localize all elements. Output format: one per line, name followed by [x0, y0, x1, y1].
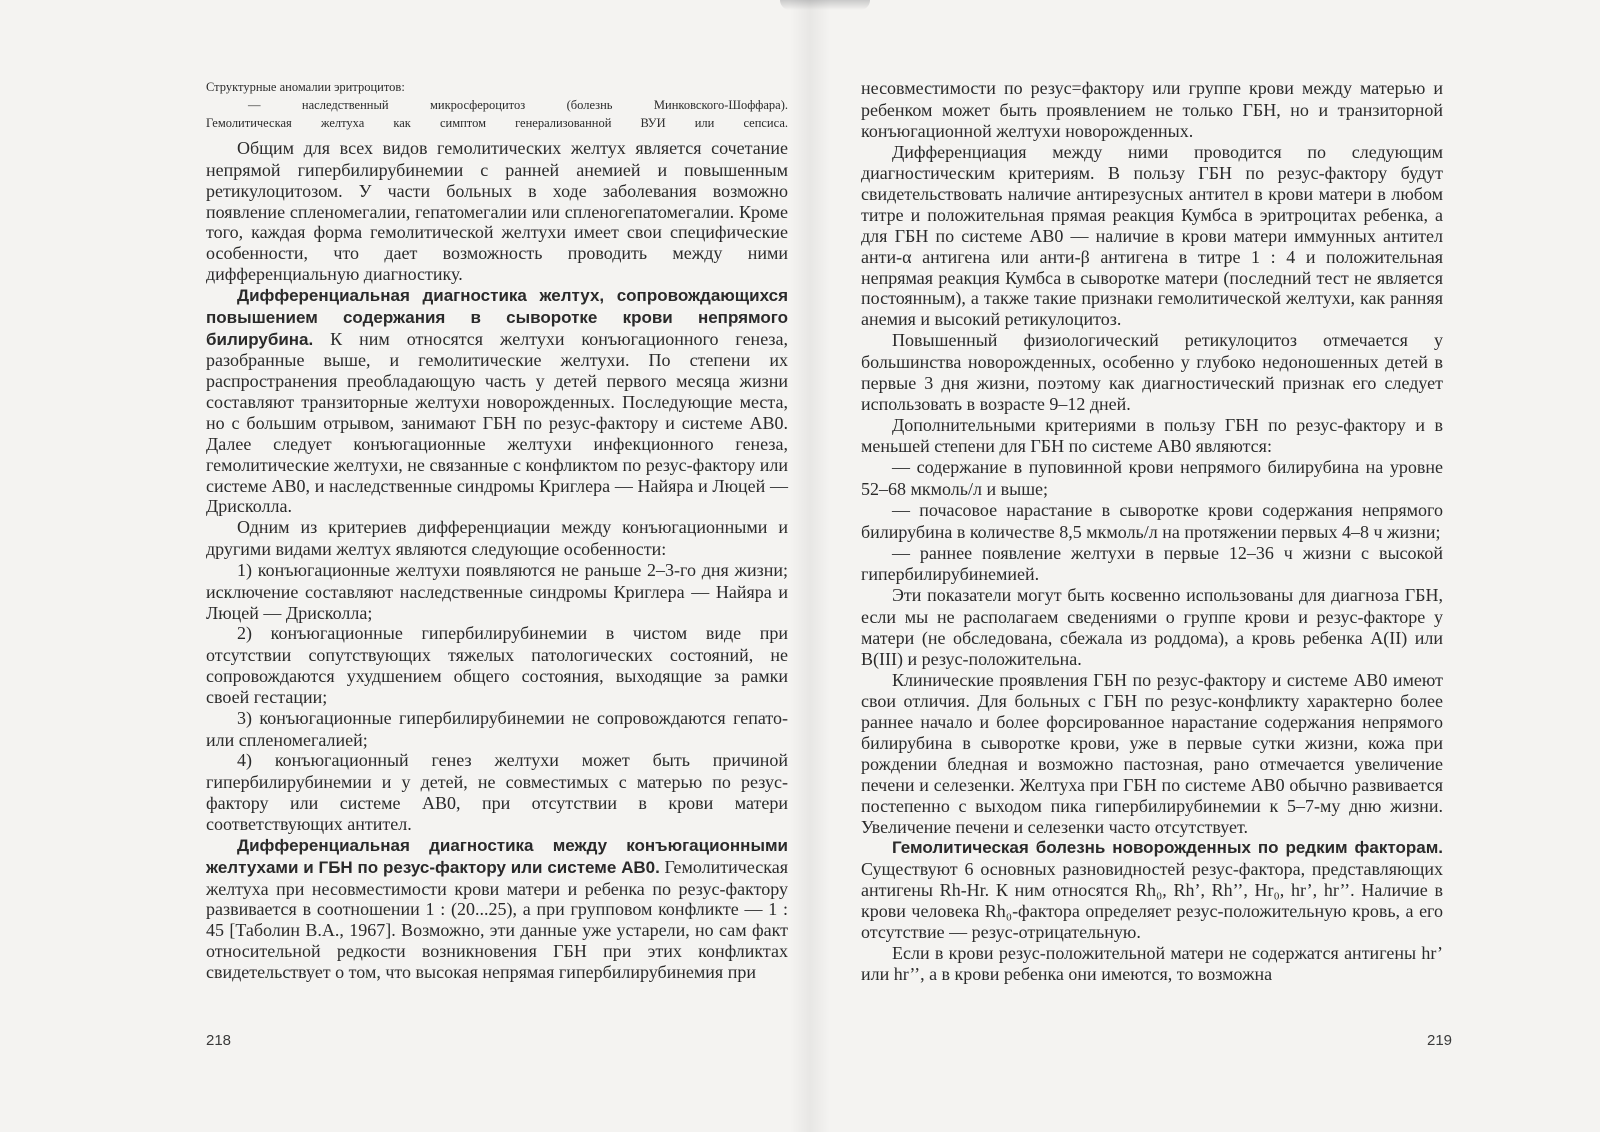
right-page — [861, 78, 1443, 1078]
paragraph: Одним из критериев дифференциации между конъюгационными и другими видами желтух являются следующие особенности: — [206, 517, 788, 560]
paragraph-lead: Дифференциальная диагностика между конъюгационными желтухами и ГБН по резус-фактору или системе АВ0. — [206, 835, 788, 877]
paragraph: Дифференциация между ними проводится по следующим диагностическим критериям. В пользу ГБН по резус-фактору будут свидетельствовать наличие антирезусных антител в крови матери в любом титре и положительная прямая реакция Кумбса в эритроцитах ребенка, а для ГБН по системе АВ0 — наличие в крови матери иммунных антител анти-α антигена или анти-β антигена в титре 1 : 4 и положительная непрямая реакция Кумбса в сыворотке матери (последний тест не является постоянным), а также такие признаки гемолитической желтухи, как ранняя анемия и высокий ретикулоцитоз. — [861, 141, 1443, 330]
caption-item: — наследственный микросфероцитоз (болезнь Минковского-Шоффара). — [248, 98, 788, 112]
page-number-left: 218 — [206, 1032, 232, 1049]
paragraph: Клинические проявления ГБН по резус-фактору и системе АВ0 имеют свои отличия. Для больных с ГБН по резус-конфликту характерно более раннее начало и более форсированное нарастание содержания непрямого билирубина в сыворотке крови, уже в первые сутки жизни, кожа при рождении бледная и возможно пастозная, рано отмечается увеличение печени и селезенки. Желтуха при ГБН по системе АВ0 обычно развивается постепенно с выходом пика гипербилирубинемии к 5–7-му дню жизни. Увеличение печени и селезенки часто отсутствует. — [861, 669, 1443, 837]
list-item: 1) конъюгационные желтухи появляются не раньше 2–3-го дня жизни; исключение составляют наследственные синдромы Криглера — Найяра и Люцей — Дрисколла; — [206, 559, 788, 623]
paragraph-lead: Дифференциальная диагностика желтух, сопровождающихся повышением содержания в сыворотке крови непрямого билирубина. — [206, 285, 788, 349]
page-number-right: 219 — [1427, 1032, 1453, 1049]
page-gutter — [790, 0, 830, 1132]
paragraph: Гемолитическая болезнь новорожденных по редким факторам. Существуют 6 основных разновидностей резус-фактора, представляющих антигены Rh-Hr. К ним относятся Rh₀, Rh’, Rh’’, Hr₀, hr’, hr’’. Наличие в крови человека Rh₀-фактора определяет резус-положительную кровь, а его отсутствие — резус-отрицательную. — [861, 838, 1443, 942]
list-item: — содержание в пуповинной крови непрямого билирубина на уровне 52–68 мкмоль/л и выше; — [861, 457, 1443, 500]
paragraph: Общим для всех видов гемолитических желтух является сочетание непрямой гипербилирубинемии с ранней анемией и повышенным ретикулоцитозом. У части больных в ходе заболевания возможно появление спленомегалии, гепатомегалии или спленогепатомегалии. Кроме того, каждая форма гемолитической желтухи имеет свои специфические особенности, что дает возможность проводить между ними дифференциальную диагностику. — [206, 138, 788, 285]
paragraph: Повышенный физиологический ретикулоцитоз отмечается у большинства новорожденных, особенно у глубоко недоношенных детей в первые 3 дня жизни, поэтому как диагностический признак его следует использовать в возрасте 9–12 дней. — [861, 330, 1443, 414]
list-item: — почасовое нарастание в сыворотке крови содержания непрямого билирубина в количестве 8,5 мкмоль/л на протяжении первых 4–8 ч жизни; — [861, 499, 1443, 542]
caption-item: Гемолитическая желтуха как симптом генерализованной ВУИ или сепсиса. — [206, 116, 788, 130]
paragraph: Дифференциальная диагностика между конъюгационными желтухами и ГБН по резус-фактору или системе АВ0. Гемолитическая желтуха при несовместимости крови матери и ребенка по резус-фактору развивается в соотношении 1 : (20...25), а при групповом конфликте — 1 : 45 [Таболин В.А., 1967]. Возможно, эти данные уже устарели, но сам факт относительной редкости возникновения ГБН при этих конфликтах свидетельствует о том, что высокая непрямая гипербилирубинемия при — [206, 835, 789, 982]
paragraph-lead: Гемолитическая болезнь новорожденных по редким факторам. — [892, 838, 1443, 858]
paragraph: Дополнительными критериями в пользу ГБН по резус-фактору и в меньшей степени для ГБН по системе АВ0 являются: — [861, 414, 1443, 457]
list-item: 2) конъюгационные гипербилирубинемии в чистом виде при отсутствии сопутствующих тяжелых патологических состояний, не сопровождаются ухудшением общего состояния, выходящие за рамки своей гестации; — [206, 623, 788, 707]
left-page — [206, 78, 788, 1078]
list-item: 4) конъюгационный генез желтухи может быть причиной гипербилирубинемии и у детей, не совместимых с матерью по резус-фактору или системе АВ0, при отсутствии в крови матери соответствующих антител. — [206, 750, 788, 834]
paragraph: Если в крови резус-положительной матери не содержатся антигены hr’ или hr’’, а в крови ребенка они имеются, то возможна — [861, 942, 1443, 985]
paragraph: Дифференциальная диагностика желтух, сопровождающихся повышением содержания в сыворотке крови непрямого билирубина. К ним относятся желтухи конъюгационного генеза, разобранные выше, и гемолитические желтухи. По степени их распространения преобладающую часть у детей первого месяца жизни составляют транзиторные желтухи новорожденных. Последующие места, но с большим отрывом, занимают ГБН по резус-фактору и системе АВ0. Далее следует конъюгационные желтухи инфекционного генеза, гемолитические желтухи, не связанные с конфликтом по резус-фактору или системе АВ0, и наследственные синдромы Криглера — Найяра и Люцей — Дрисколла. — [206, 285, 788, 517]
caption-heading: Структурные аномалии эритроцитов: — [206, 80, 405, 94]
paragraph: несовместимости по резус=фактору или группе крови между матерью и ребенком может быть проявлением не только ГБН, но и транзиторной конъюгационной желтухи новорожденных. — [861, 78, 1443, 141]
list-item: 3) конъюгационные гипербилирубинемии не сопровождаются гепато- или спленомегалией; — [206, 707, 788, 750]
paragraph: Эти показатели могут быть косвенно использованы для диагноза ГБН, если мы не располагаем сведениями о группе крови и резус-факторе у матери (не обследована, сбежала из роддома), а кровь ребенка A(II) или B(III) и резус-положительна. — [861, 585, 1443, 669]
list-item: — раннее появление желтухи в первые 12–36 ч жизни с высокой гипербилирубинемией. — [861, 542, 1443, 585]
